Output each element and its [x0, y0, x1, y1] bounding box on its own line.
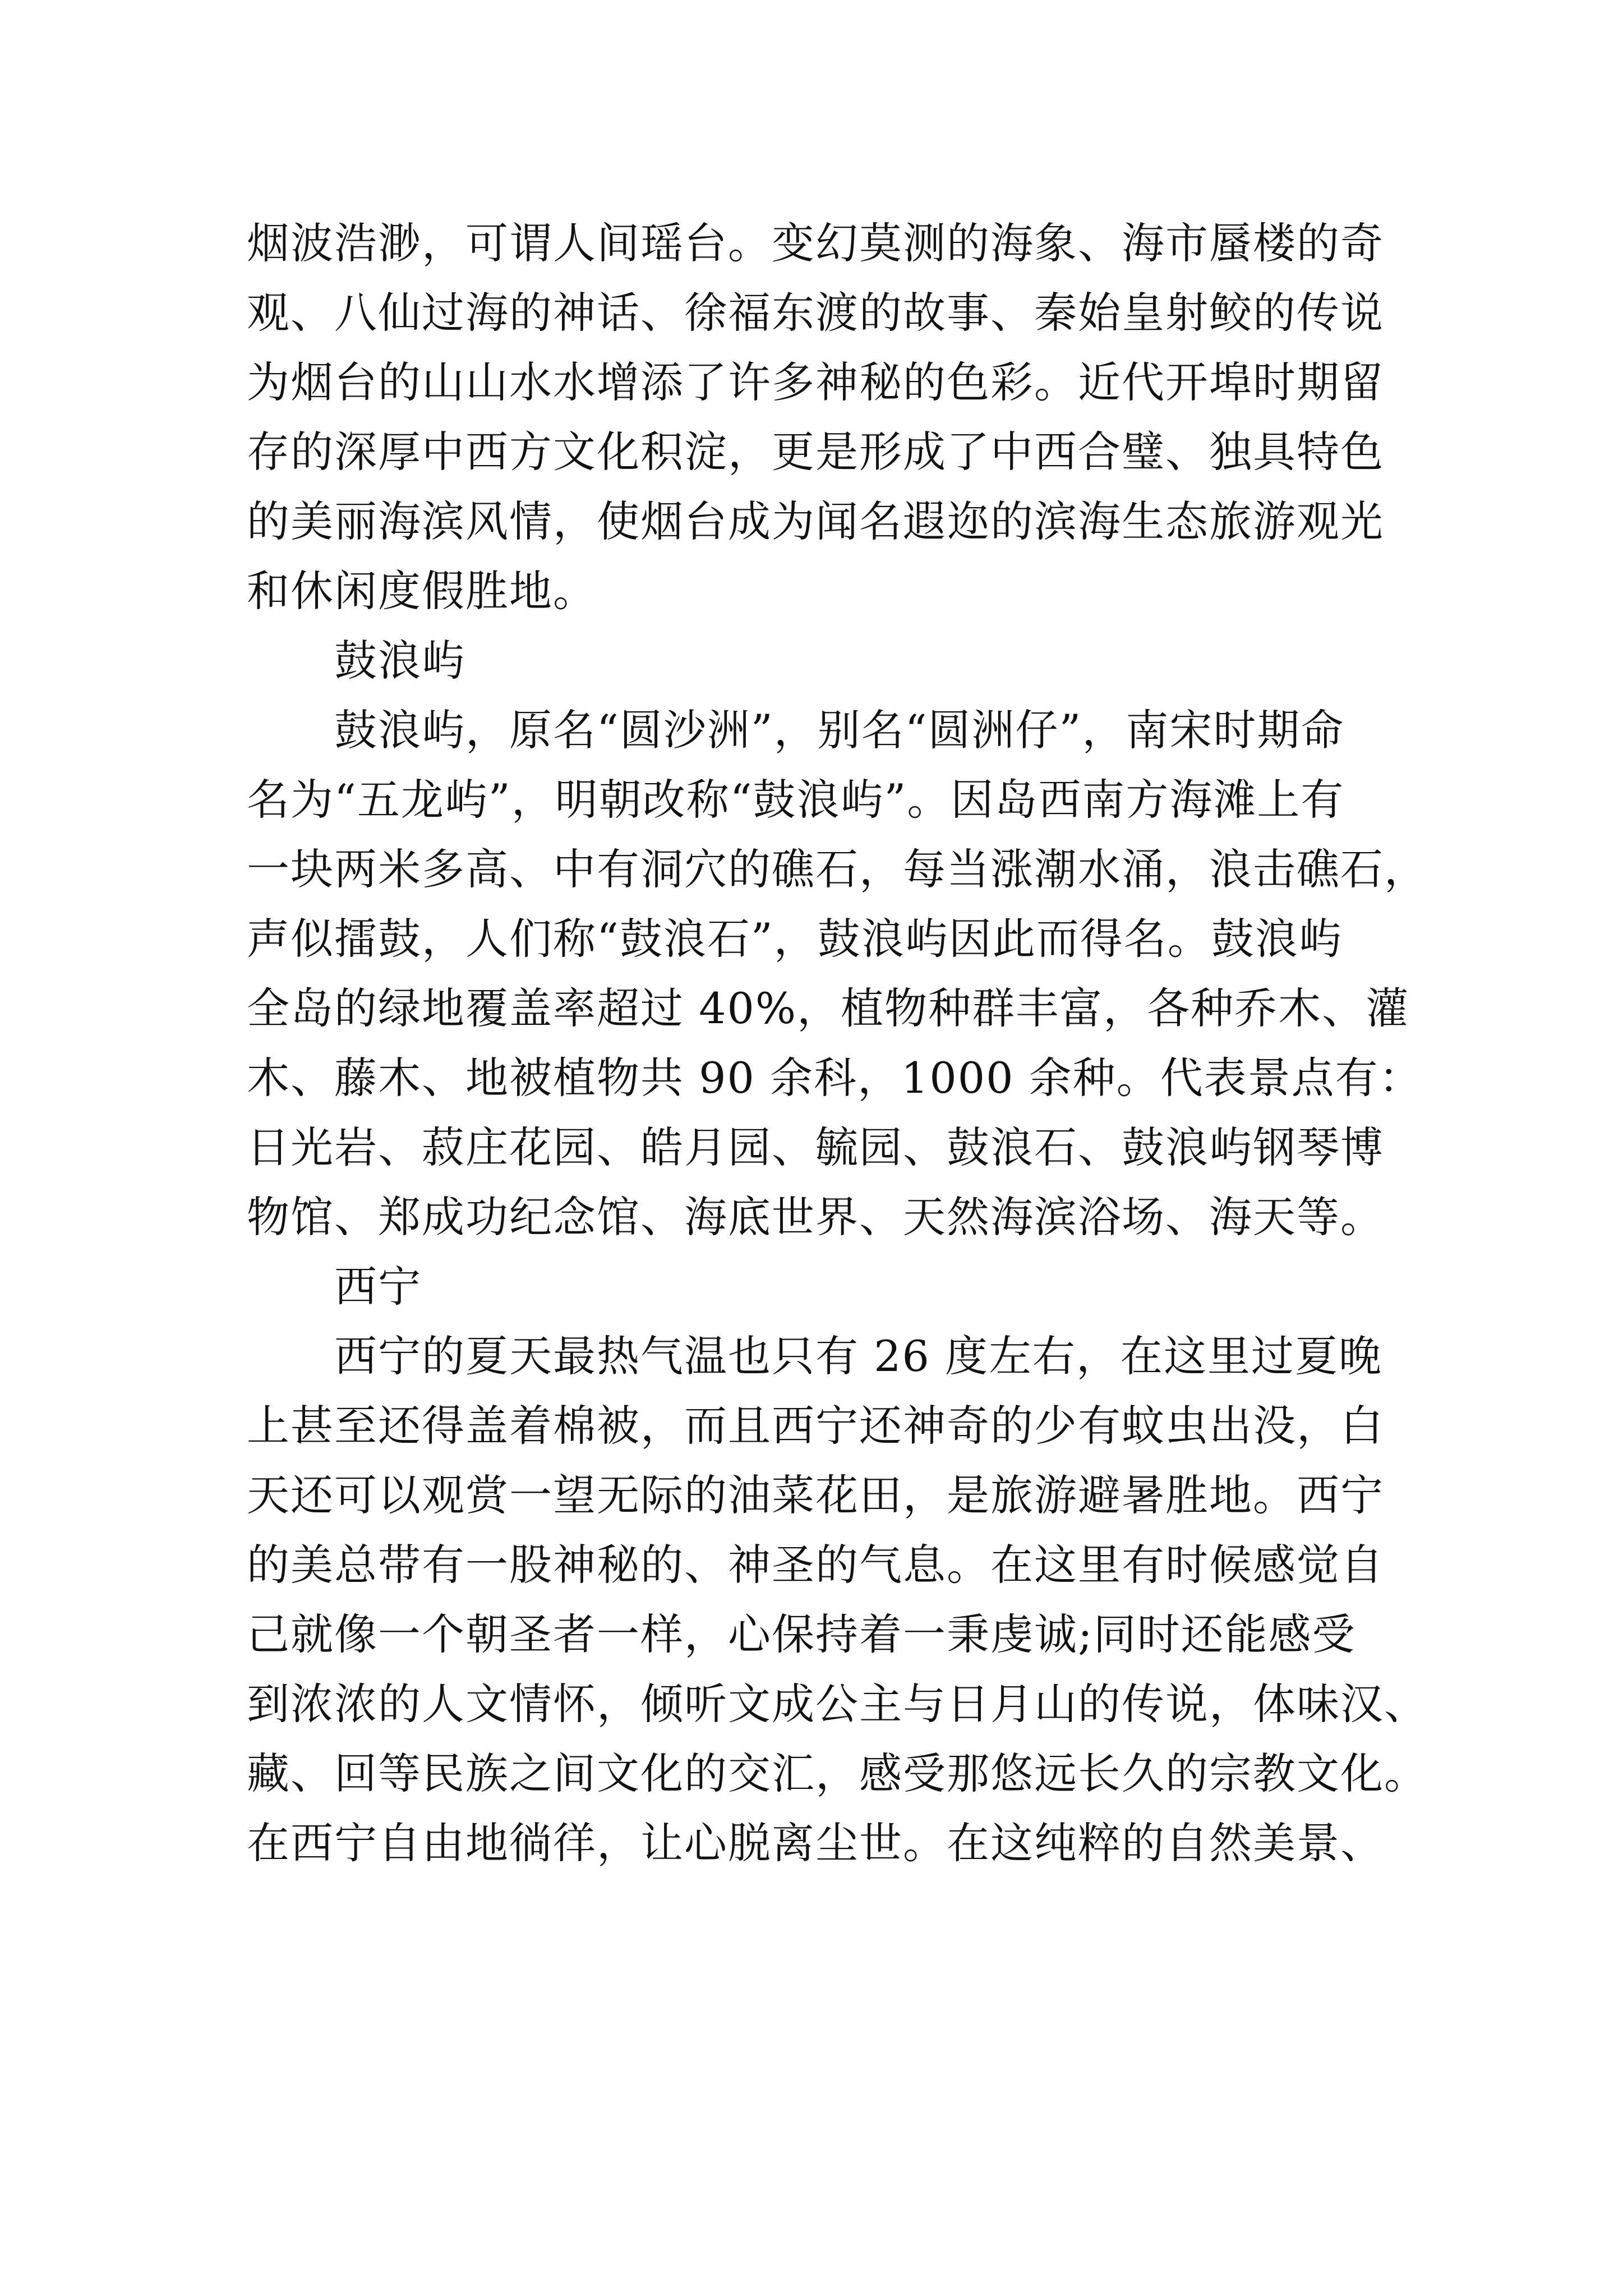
text-line: 和休闲度假胜地。	[247, 566, 597, 616]
text-line: 为烟台的山山水水增添了许多神秘的色彩。近代开埠时期留	[247, 357, 1384, 407]
section-heading-gulangyu: 鼓浪屿	[334, 636, 465, 685]
text-line: 一块两米多高、中有洞穴的礁石，每当涨潮水涌，浪击礁石，	[247, 844, 1428, 894]
text-line: 物馆、郑成功纪念馆、海底世界、天然海滨浴场、海天等。	[247, 1192, 1384, 1242]
text-line: 名为“五龙屿”，明朝改称“鼓浪屿”。因岛西南方海滩上有	[247, 775, 1345, 825]
body-text	[247, 209, 1428, 1878]
text-line: 在西宁自由地徜徉，让心脱离尘世。在这纯粹的自然美景、	[247, 1818, 1384, 1868]
text-line: 的美总带有一股神秘的、神圣的气息。在这里有时候感觉自	[247, 1540, 1384, 1590]
text-line: 天还可以观赏一望无际的油菜花田，是旅游避暑胜地。西宁	[247, 1470, 1384, 1520]
text-line: 烟波浩渺，可谓人间瑶台。变幻莫测的海象、海市蜃楼的奇	[247, 218, 1384, 268]
text-line: 声似擂鼓，人们称“鼓浪石”，鼓浪屿因此而得名。鼓浪屿	[247, 914, 1343, 964]
text-line: 木、藤木、地被植物共 90 余科，1000 余种。代表景点有：	[247, 1053, 1423, 1103]
text-line: 己就像一个朝圣者一样，心保持着一秉虔诚;同时还能感受	[247, 1609, 1356, 1659]
text-line: 观、八仙过海的神话、徐福东渡的故事、秦始皇射鲛的传说	[247, 288, 1384, 338]
text-line: 到浓浓的人文情怀，倾听文成公主与日月山的传说，体味汉、	[247, 1679, 1428, 1729]
text-line: 存的深厚中西方文化积淀，更是形成了中西合璧、独具特色	[247, 427, 1384, 477]
text-line: 藏、回等民族之间文化的交汇，感受那悠远长久的宗教文化。	[247, 1749, 1428, 1798]
text-line: 西宁的夏天最热气温也只有 26 度左右，在这里过夏晚	[334, 1331, 1383, 1381]
section-heading-xining: 西宁	[334, 1262, 422, 1312]
text-line: 鼓浪屿，原名“圆沙洲”，别名“圆洲仔”，南宋时期命	[334, 705, 1345, 755]
text-line: 全岛的绿地覆盖率超过 40%，植物种群丰富，各种乔木、灌	[247, 983, 1410, 1033]
text-line: 上甚至还得盖着棉被，而且西宁还神奇的少有蚊虫出没，白	[247, 1401, 1384, 1451]
text-line: 的美丽海滨风情，使烟台成为闻名遐迩的滨海生态旅游观光	[247, 496, 1384, 546]
text-line: 日光岩、菽庄花园、皓月园、毓园、鼓浪石、鼓浪屿钢琴博	[247, 1122, 1384, 1172]
